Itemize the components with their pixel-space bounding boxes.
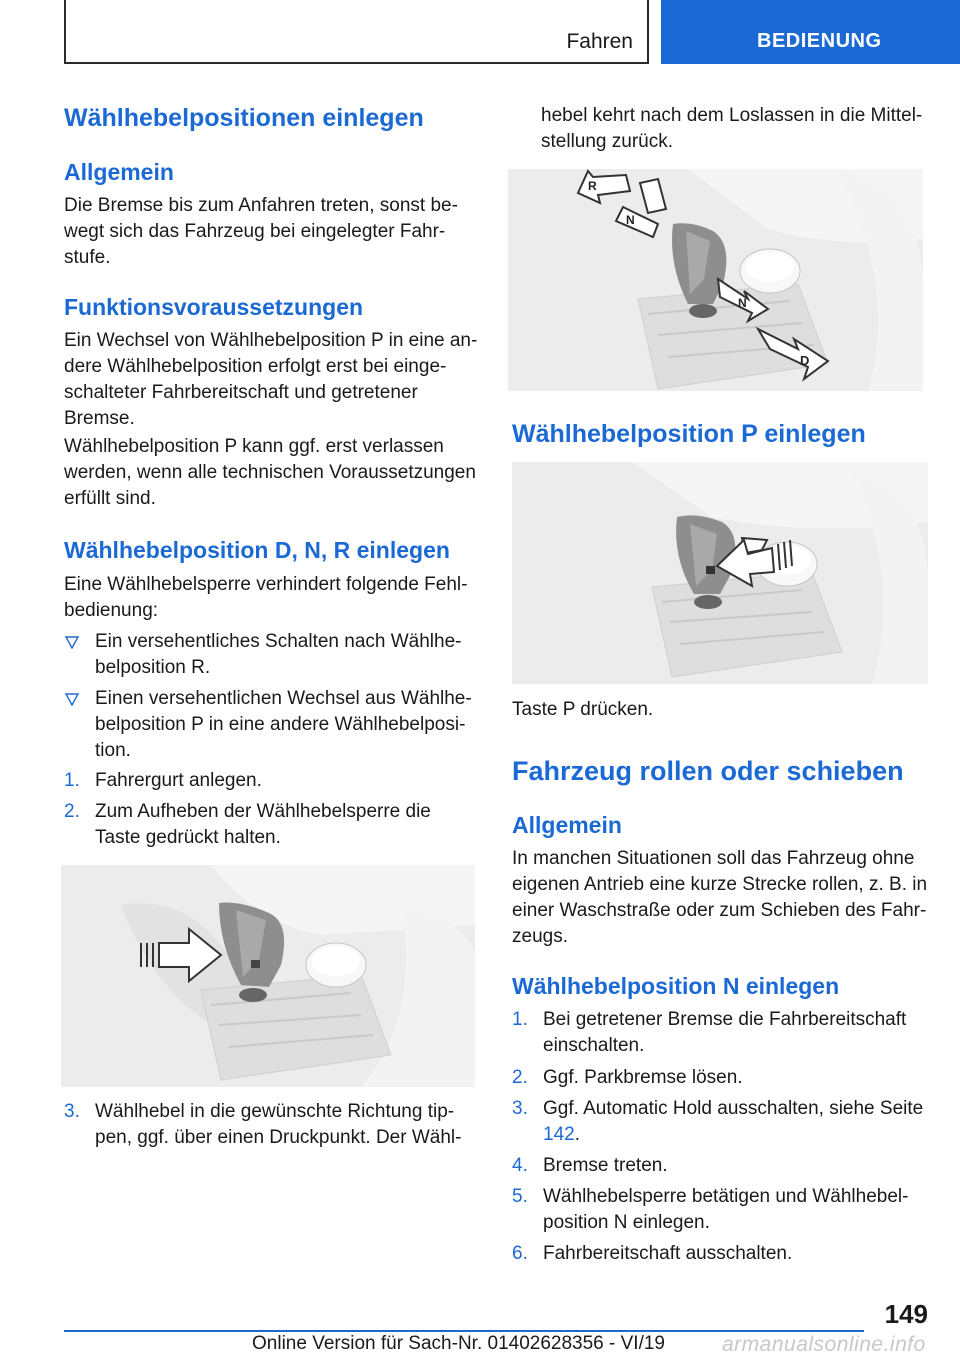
step-text: Bremse treten. <box>543 1155 668 1176</box>
step-number: 1. <box>512 1009 528 1030</box>
step-item <box>512 1241 928 1267</box>
paragraph-funktion-1: Ein Wechsel von Wählhebelposition P in eine an-dere Wählhebelposition erfolgt erst bei einge-schalteter Fahrbereitschaft und getretener Bremse. <box>64 330 478 429</box>
step-number: 5. <box>512 1186 528 1207</box>
heading-dnr: Wählhebelposition D, N, R einlegen <box>64 537 450 563</box>
step-text: Fahrergurt anlegen. <box>95 770 262 791</box>
paragraph-continued: hebel kehrt nach dem Loslassen in die Mittel-stellung zurück. <box>541 105 923 152</box>
figure-shift-directions <box>508 169 923 391</box>
heading-allgemein-2: Allgemein <box>512 812 622 838</box>
list-item <box>64 686 480 764</box>
step-text-end: . <box>574 1124 580 1145</box>
direction-label-n-up: N <box>626 213 635 227</box>
step-number: 2. <box>64 801 80 822</box>
bullet-text: Ein versehentliches Schalten nach Wählhe-belposition R. <box>95 631 462 678</box>
step-text: Zum Aufheben der Wählhebelsperre die Taste gedrückt halten. <box>95 801 431 848</box>
header-section-box <box>64 0 649 64</box>
step-item <box>64 768 480 794</box>
header-chapter-label: BEDIENUNG <box>757 30 882 52</box>
step-item <box>512 1007 928 1059</box>
step-number: 3. <box>64 1101 80 1122</box>
page-link-142[interactable]: 142 <box>543 1124 575 1145</box>
paragraph-dnr: Eine Wählhebelsperre verhindert folgende Fehl-bedienung: <box>64 574 468 621</box>
heading-funktionsvoraussetzungen: Funktionsvoraussetzungen <box>64 294 364 320</box>
step-item <box>64 799 480 851</box>
bullet-text: Einen versehentlichen Wechsel aus Wählhe-belposition P in eine andere Wählhebelposi-tion. <box>95 688 472 761</box>
paragraph-taste-p: Taste P drücken. <box>512 699 654 720</box>
step-text: Wählhebel in die gewünschte Richtung tip-pen, ggf. über einen Druckpunkt. Der Wähl- <box>95 1101 462 1148</box>
step-item <box>512 1065 928 1091</box>
bullet-triangle-icon <box>65 693 79 706</box>
step-number: 3. <box>512 1098 528 1119</box>
heading-position-n: Wählhebelposition N einlegen <box>512 973 840 999</box>
footer-divider <box>64 1330 864 1332</box>
heading-allgemein: Allgemein <box>64 159 174 185</box>
step-item <box>512 1153 928 1179</box>
page-number: 149 <box>884 1299 928 1329</box>
footer-text: Online Version für Sach-Nr. 01402628356 - VI/19 <box>252 1333 665 1354</box>
bullet-triangle-icon <box>65 636 79 649</box>
step-number: 1. <box>64 770 80 791</box>
direction-label-d: D <box>800 353 810 368</box>
figure-selector-lock-button <box>61 865 475 1087</box>
section-title-waehlhebelpositionen: Wählhebelpositionen einlegen <box>64 104 424 132</box>
step-text: Ggf. Automatic Hold ausschalten, siehe Seite <box>543 1098 924 1119</box>
step-item <box>512 1096 928 1148</box>
header-section-label: Fahren <box>566 30 633 53</box>
header-chapter-tab[interactable] <box>661 0 960 64</box>
heading-position-p: Wählhebelposition P einlegen <box>512 420 866 448</box>
step-number: 6. <box>512 1243 528 1264</box>
step-text: Fahrbereitschaft ausschalten. <box>543 1243 793 1264</box>
watermark: armanualsonline.info <box>722 1333 926 1356</box>
figure-p-button <box>512 462 928 684</box>
direction-label-r: R <box>588 179 597 193</box>
step-number: 4. <box>512 1155 528 1176</box>
step-item <box>64 1099 480 1151</box>
direction-label-n-down: N <box>738 296 747 310</box>
paragraph-funktion-2: Wählhebelposition P kann ggf. erst verlassen werden, wenn alle technischen Voraussetzungen erfüllt sind. <box>64 436 476 509</box>
paragraph-allgemein-2: In manchen Situationen soll das Fahrzeug ohne eigenen Antrieb eine kurze Strecke rollen, z. B. in einer Waschstraße oder zum Schieben des Fahr-zeugs. <box>512 848 928 947</box>
paragraph-allgemein: Die Bremse bis zum Anfahren treten, sonst be-wegt sich das Fahrzeug bei eingelegter Fahr-stufe. <box>64 195 458 268</box>
section-title-rollen-schieben: Fahrzeug rollen oder schieben <box>512 756 904 786</box>
step-text: Bei getretener Bremse die Fahrbereitschaft einschalten. <box>543 1009 907 1056</box>
step-number: 2. <box>512 1067 528 1088</box>
list-item <box>64 629 480 681</box>
step-item <box>512 1184 928 1236</box>
step-text: Ggf. Parkbremse lösen. <box>543 1067 743 1088</box>
step-text: Wählhebelsperre betätigen und Wählhebel-position N einlegen. <box>543 1186 909 1233</box>
